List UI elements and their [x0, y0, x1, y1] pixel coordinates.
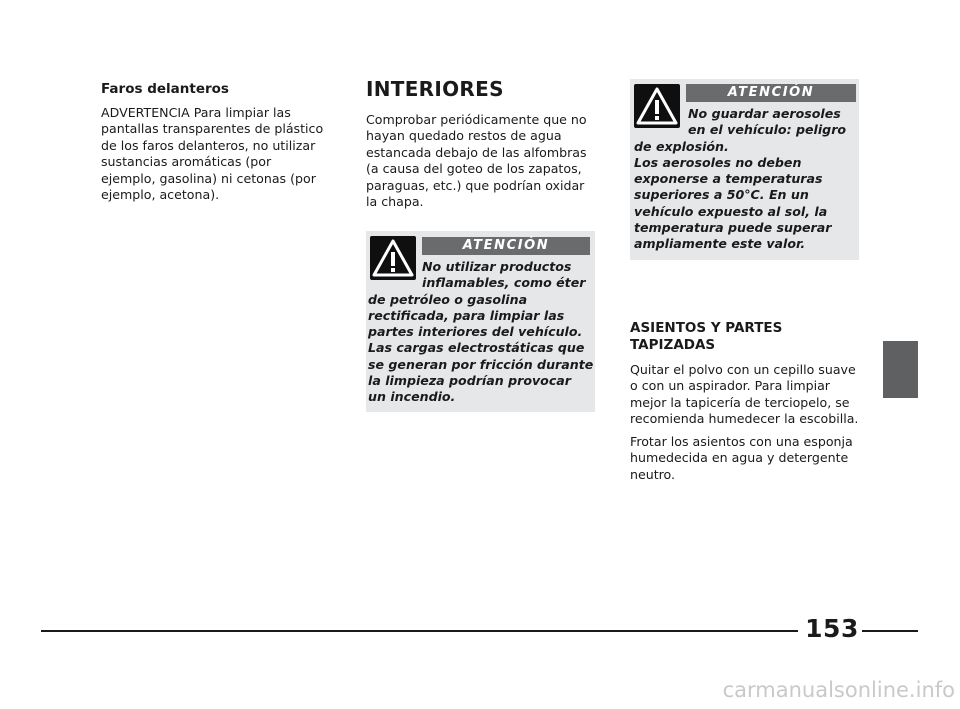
warning-line: la limpieza podrían provocar	[368, 373, 572, 389]
warning-line: No utilizar productos	[422, 259, 572, 274]
warning-line: temperatura puede superar	[634, 220, 832, 236]
warning-line: ampliamente este valor.	[634, 236, 806, 252]
section-tab	[883, 341, 918, 398]
warning-line: un incendio.	[368, 389, 456, 405]
warning-line: Las cargas electrostáticas que	[368, 340, 585, 356]
warning-line: partes interiores del vehículo.	[368, 324, 583, 340]
warning-box-interiors	[366, 231, 595, 412]
warning-label: ATENCIÓN	[686, 84, 856, 102]
page-title: INTERIORES	[366, 77, 504, 101]
warning-line: inflamables, como éter	[422, 275, 586, 291]
seats-heading: ASIENTOS Y PARTES TAPIZADAS	[630, 320, 783, 353]
warning-line: No guardar aerosoles	[688, 106, 841, 121]
footer-rule-right	[862, 630, 918, 632]
warning-line: superiores a 50°C. En un	[634, 187, 809, 203]
warning-line: de explosión.	[634, 138, 729, 154]
warning-box-aerosols	[630, 79, 859, 260]
page-number: 153	[805, 614, 859, 643]
warning-line: de petróleo o gasolina	[368, 291, 528, 307]
warning-line: rectificada, para limpiar las	[368, 307, 565, 323]
warning-line: exponerse a temperaturas	[634, 171, 823, 187]
warning-label: ATENCIÓN	[422, 237, 590, 255]
seats-advice-1: Quitar el polvo con un cepillo suave o con un aspirador. Para limpiar mejor la tapicería de terciopelo, se recomienda humedecer la escobilla.	[630, 362, 859, 427]
headlights-advice: ADVERTENCIA Para limpiar las pantallas transparentes de plástico de los faros delanteros, no utilizar sustancias aromáticas (por ejemplo, gasolina) ni cetonas (por ejemplo, acetona).	[101, 105, 324, 203]
warning-line: en el vehículo: peligro	[688, 122, 847, 138]
headlights-heading: Faros delanteros	[101, 81, 229, 97]
warning-line: vehículo expuesto al sol, la	[634, 203, 828, 219]
footer-rule-left	[41, 630, 798, 632]
warning-line: se generan por fricción durante	[368, 356, 594, 372]
warning-line: Los aerosoles no deben	[634, 154, 802, 170]
seats-advice-2: Frotar los asientos con una esponja humedecida en agua y detergente neutro.	[630, 434, 853, 482]
watermark: carmanualsonline.info	[722, 678, 955, 702]
warning-text	[368, 259, 594, 406]
warning-text	[634, 106, 858, 253]
interiors-advice: Comprobar periódicamente que no hayan quedado restos de agua estancada debajo de las alfombras (a causa del goteo de los zapatos, paraguas, etc.) que podrían oxidar la chapa.	[366, 112, 587, 210]
